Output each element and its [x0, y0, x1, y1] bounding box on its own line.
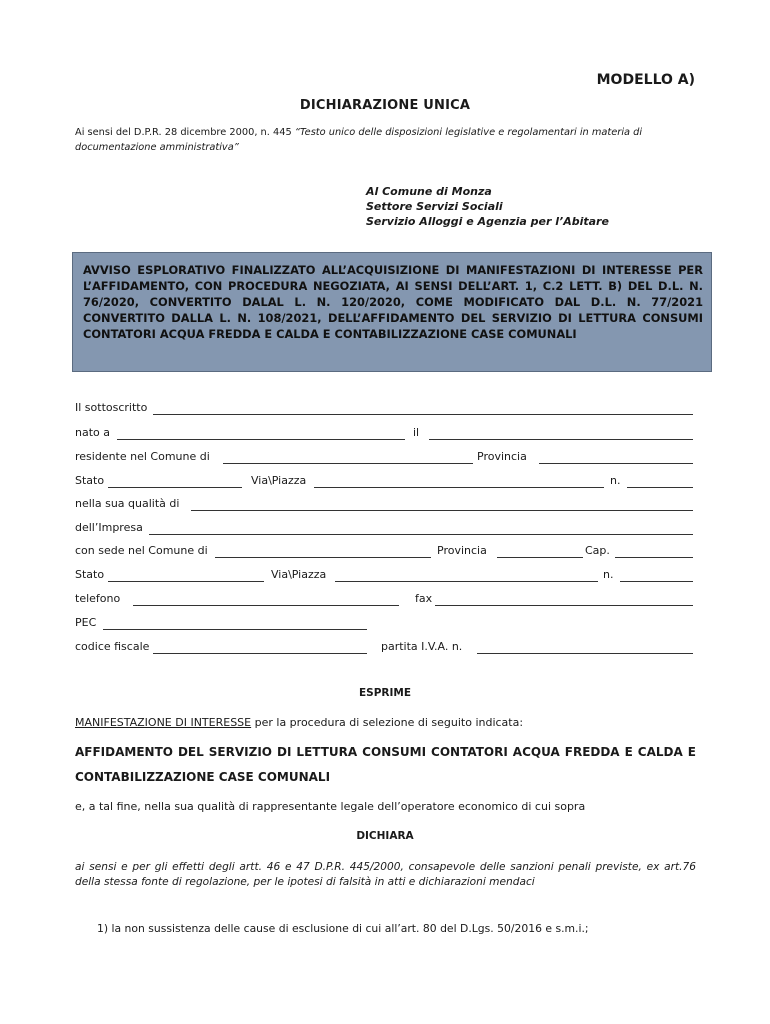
label-numero: n.	[610, 474, 621, 487]
field-pec[interactable]	[103, 629, 367, 630]
modello-label: MODELLO A)	[596, 72, 695, 88]
row-stato-via-sede	[75, 569, 695, 585]
label-numero-sede: n.	[603, 568, 614, 581]
label-telefono: telefono	[75, 592, 121, 605]
row-telefono	[75, 593, 695, 609]
row-sede	[75, 545, 695, 561]
label-cap: Cap.	[585, 544, 610, 557]
field-stato-sede[interactable]	[108, 581, 264, 582]
avviso-box: AVVISO ESPLORATIVO FINALIZZATO ALL’ACQUISIZIONE DI MANIFESTAZIONI DI INTERESSE PER L’AFFIDAMENTO, CON PROCEDURA NEGOZIATA, AI SENSI DELL’ART. 1, C.2 LETT. B) DEL D.L. N. 76/2020, CONVERTITO DALAL L. N. 120/2020, COME MODIFICATO DAL D.L. N. 77/2021 CONVERTITO DALLA L. N. 108/2021, DELL’AFFIDAMENTO DEL SERVIZIO DI LETTURA CONSUMI CONTATORI ACQUA FREDDA E CALDA E CONTABILIZZAZIONE CASE COMUNALI	[72, 252, 712, 372]
row-nato	[75, 427, 695, 443]
row-qualita	[75, 498, 695, 514]
label-codice-fiscale: codice fiscale	[75, 640, 150, 653]
list-item-1: 1) la non sussistenza delle cause di esclusione di cui all’art. 80 del D.Lgs. 50/2016 e s.m.i.;	[97, 922, 589, 935]
row-sottoscritto	[75, 402, 695, 418]
label-provincia-sede: Provincia	[437, 544, 487, 557]
field-telefono[interactable]	[133, 605, 399, 606]
field-data-nascita[interactable]	[429, 439, 693, 440]
row-stato-via	[75, 475, 695, 491]
heading-dichiara: DICHIARA	[356, 830, 414, 842]
label-via-piazza-sede: Via\Piazza	[271, 568, 327, 581]
row-residente	[75, 451, 695, 467]
e-a-tal-fine: e, a tal fine, nella sua qualità di rappresentante legale dell’operatore economico di cui sopra	[75, 800, 586, 813]
ai-sensi-paragraph: ai sensi e per gli effetti degli artt. 46 e 47 D.P.R. 445/2000, consapevole delle sanzioni penali previste, ex art.76 della stessa fonte di regolazione, per le ipotesi di falsità in atti e dichiarazioni mendaci	[75, 861, 696, 888]
field-codice-fiscale[interactable]	[153, 653, 367, 654]
recipient-address	[366, 184, 609, 229]
manifestazione-underlined: MANIFESTAZIONE DI INTERESSE	[75, 716, 252, 729]
label-impresa: dell’Impresa	[75, 521, 143, 534]
field-numero[interactable]	[627, 487, 693, 488]
label-fax: fax	[415, 592, 433, 605]
address-line-3: Servizio Alloggi e Agenzia per l’Abitare	[366, 215, 609, 228]
field-partita-iva[interactable]	[477, 653, 693, 654]
affidamento-title: AFFIDAMENTO DEL SERVIZIO DI LETTURA CONSUMI CONTATORI ACQUA FREDDA E CALDA E CONTABILIZZAZIONE CASE COMUNALI	[75, 745, 696, 784]
field-qualita[interactable]	[191, 510, 693, 511]
legal-reference-plain: Ai sensi del D.P.R. 28 dicembre 2000, n. 445	[75, 127, 295, 138]
document-title: DICHIARAZIONE UNICA	[299, 98, 471, 113]
field-nato-a[interactable]	[117, 439, 405, 440]
label-sottoscritto: Il sottoscritto	[75, 401, 148, 414]
field-comune-sede[interactable]	[215, 557, 431, 558]
legal-reference-italic: “Testo unico delle disposizioni legislative e regolamentari in materia di documentazione amministrativa”	[75, 127, 643, 153]
field-impresa[interactable]	[149, 534, 693, 535]
label-stato-sede: Stato	[75, 568, 105, 581]
field-provincia-residenza[interactable]	[539, 463, 693, 464]
row-codice-fiscale	[75, 641, 695, 657]
field-provincia-sede[interactable]	[497, 557, 583, 558]
row-pec	[75, 617, 695, 633]
label-qualita: nella sua qualità di	[75, 497, 180, 510]
label-il: il	[413, 426, 420, 439]
field-fax[interactable]	[435, 605, 693, 606]
field-sottoscritto[interactable]	[153, 414, 693, 415]
label-sede: con sede nel Comune di	[75, 544, 208, 557]
row-impresa	[75, 522, 695, 538]
address-line-2: Settore Servizi Sociali	[366, 200, 503, 213]
label-stato: Stato	[75, 474, 105, 487]
label-via-piazza: Via\Piazza	[251, 474, 307, 487]
label-provincia: Provincia	[477, 450, 527, 463]
label-nato-a: nato a	[75, 426, 110, 439]
field-stato[interactable]	[108, 487, 242, 488]
field-cap[interactable]	[615, 557, 693, 558]
field-via-piazza-sede[interactable]	[335, 581, 598, 582]
manifestazione-line	[75, 716, 523, 729]
field-comune-residenza[interactable]	[223, 463, 473, 464]
label-partita-iva: partita I.V.A. n.	[381, 640, 463, 653]
manifestazione-rest: per la procedura di selezione di seguito indicata:	[251, 716, 524, 729]
heading-esprime: ESPRIME	[358, 687, 412, 699]
field-numero-sede[interactable]	[620, 581, 693, 582]
legal-reference	[75, 125, 695, 155]
label-pec: PEC	[75, 616, 97, 629]
label-residente: residente nel Comune di	[75, 450, 210, 463]
address-line-1: Al Comune di Monza	[366, 185, 492, 198]
field-via-piazza[interactable]	[314, 487, 604, 488]
